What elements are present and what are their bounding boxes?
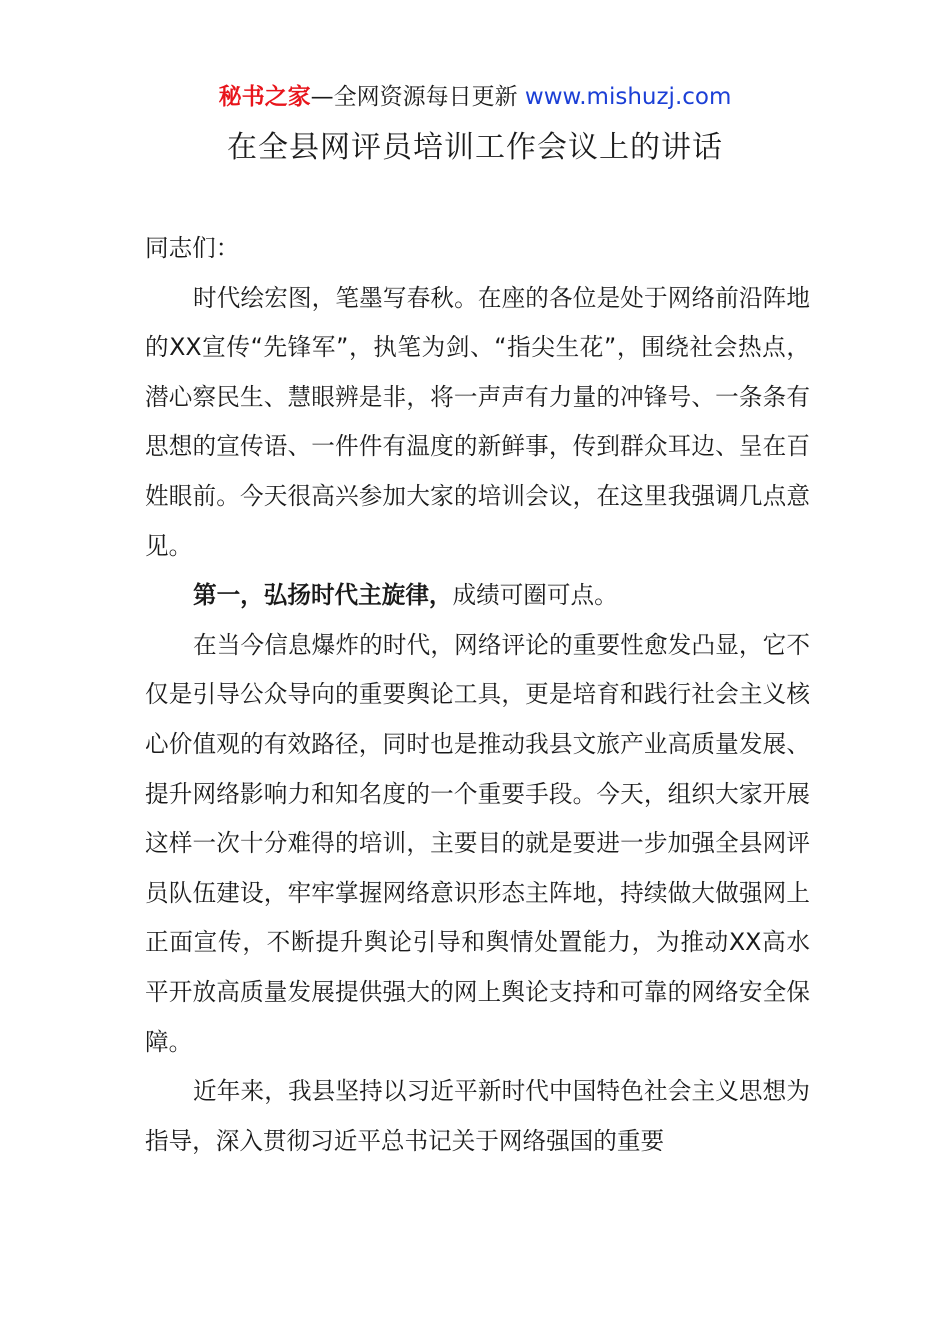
site-url-link[interactable]: www.mishuzj.com xyxy=(524,84,732,110)
brand-name: 秘书之家 xyxy=(218,84,311,110)
salutation: 同志们： xyxy=(145,234,240,262)
section-heading-rest: 成绩可圈可点。 xyxy=(452,581,618,610)
paragraph: 在当今信息爆炸的时代，网络评论的重要性愈发凸显，它不仅是引导公众导向的重要舆论工具，更是培育和践行社会主义核心价值观的有效路径，同时也是推动我县文旅产业高质量发展、提升网络影响力和知名度的一个重要手段。今天，组织大家开展这样一次十分难得的培训，主要目的就是要进一步加强全县网评员队伍建设，牢牢掌握网络意识形态主阵地，持续做大做强网上正面宣传，不断提升舆论引导和舆情处置能力，为推动XX高水平开放高质量发展提供强大的网上舆论支持和可靠的网络安全保障。 xyxy=(145,630,810,1056)
paragraph: 时代绘宏图，笔墨写春秋。在座的各位是处于网络前沿阵地的XX宣传“先锋军”，执笔为剑、“指尖生花”，围绕社会热点，潜心察民生、慧眼辨是非，将一声声有力量的冲锋号、一条条有思想的宣传语、一件件有温度的新鲜事，传到群众耳边、呈在百姓眼前。今天很高兴参加大家的培训会议，在这里我强调几点意见。 xyxy=(145,283,810,560)
document-title: 在全县网评员培训工作会议上的讲话 xyxy=(227,130,723,165)
site-header xyxy=(0,80,950,114)
section-heading-bold: 第一，弘扬时代主旋律， xyxy=(193,581,453,610)
paragraph: 近年来，我县坚持以习近平新时代中国特色社会主义思想为指导，深入贯彻习近平总书记关于网络强国的重要 xyxy=(145,1077,810,1155)
document-body xyxy=(145,224,810,1166)
section-heading xyxy=(145,571,810,621)
site-tagline: —全网资源每日更新 xyxy=(310,84,525,110)
